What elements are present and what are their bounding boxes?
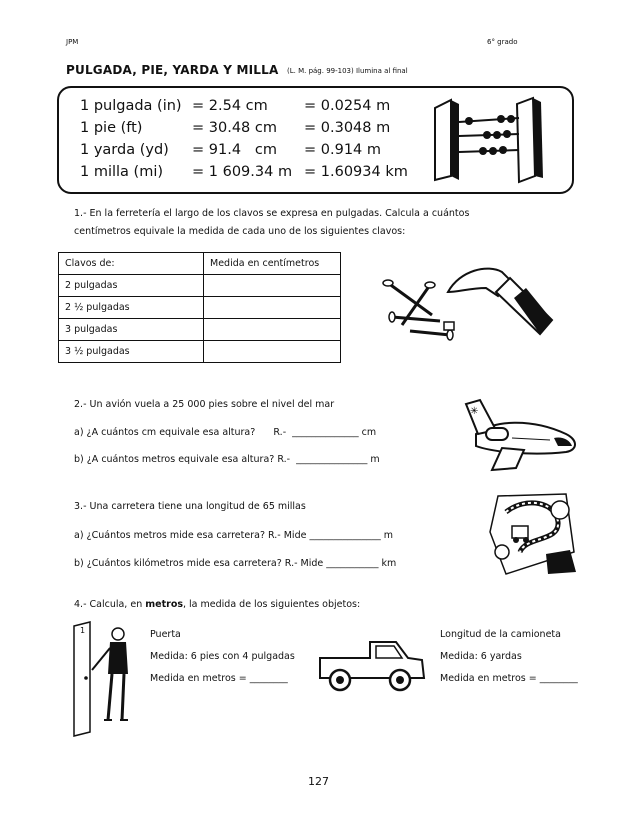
door-name: Puerta bbox=[150, 629, 181, 640]
table-cell: 3 pulgadas bbox=[59, 319, 204, 341]
table-header: Clavos de: bbox=[59, 253, 204, 275]
conversion-cm: = 1 609.34 m bbox=[192, 164, 293, 180]
truck-answer[interactable]: Medida en metros = ________ bbox=[440, 673, 578, 684]
svg-text:✳: ✳ bbox=[470, 406, 479, 417]
table-cell: 2 ½ pulgadas bbox=[59, 297, 204, 319]
q4-stem-bold: metros bbox=[145, 599, 183, 610]
door-answer[interactable]: Medida en metros = ________ bbox=[150, 673, 288, 684]
door-icon bbox=[70, 620, 140, 738]
truck-name: Longitud de la camioneta bbox=[440, 629, 561, 640]
table-row bbox=[59, 319, 341, 341]
conversion-cm: = 91.4 cm bbox=[192, 142, 277, 158]
table-header: Medida en centímetros bbox=[204, 253, 341, 275]
conversion-cm: = 30.48 cm bbox=[192, 120, 277, 136]
table-header-row bbox=[59, 253, 341, 275]
page-subtitle: (L. M. pág. 99-103) Ilumina al final bbox=[287, 67, 408, 75]
airplane-icon bbox=[462, 394, 586, 474]
q2-b[interactable]: b) ¿A cuántos metros equivale esa altura? R.- _______________ m bbox=[74, 454, 380, 465]
conversion-m: = 0.914 m bbox=[304, 142, 382, 158]
conversion-m: = 1.60934 km bbox=[304, 164, 408, 180]
answer-cell[interactable] bbox=[204, 341, 341, 363]
answer-cell[interactable] bbox=[204, 297, 341, 319]
table-row bbox=[59, 341, 341, 363]
conversion-m: = 0.0254 m bbox=[304, 98, 391, 114]
truck-measure: Medida: 6 yardas bbox=[440, 651, 522, 662]
q4-stem-pre: 4.- Calcula, en bbox=[74, 599, 146, 610]
nails-table bbox=[58, 252, 341, 363]
q4-stem-post: , la medida de los siguientes objetos: bbox=[183, 599, 361, 610]
answer-cell[interactable] bbox=[204, 319, 341, 341]
conversion-unit: 1 yarda (yd) bbox=[80, 142, 169, 158]
conversion-m: = 0.3048 m bbox=[304, 120, 391, 136]
table-cell: 3 ½ pulgadas bbox=[59, 341, 204, 363]
q3-b[interactable]: b) ¿Cuántos kilómetros mide esa carretera? R.- Mide ___________ km bbox=[74, 558, 397, 569]
q3-stem: 3.- Una carretera tiene una longitud de 65 millas bbox=[74, 501, 306, 512]
header-left: JPM bbox=[66, 38, 79, 46]
q2-a[interactable]: a) ¿A cuántos cm equivale esa altura? R.- ______________ cm bbox=[74, 427, 377, 438]
answer-cell[interactable] bbox=[204, 275, 341, 297]
q1-text-line1: 1.- En la ferretería el largo de los clavos se expresa en pulgadas. Calcula a cuántos bbox=[74, 208, 470, 219]
page-number: 127 bbox=[308, 775, 329, 788]
door-label: 1 bbox=[80, 626, 86, 635]
hammer-icon bbox=[440, 262, 560, 340]
q1-text-line2: centímetros equivale la medida de cada uno de los siguientes clavos: bbox=[74, 226, 406, 237]
table-cell: 2 pulgadas bbox=[59, 275, 204, 297]
page-title: PULGADA, PIE, YARDA Y MILLA bbox=[66, 63, 279, 77]
header-right: 6° grado bbox=[487, 38, 518, 46]
truck-icon bbox=[316, 632, 428, 694]
conversion-cm: = 2.54 cm bbox=[192, 98, 268, 114]
conversion-unit: 1 pulgada (in) bbox=[80, 98, 182, 114]
q3-a[interactable]: a) ¿Cuántos metros mide esa carretera? R.- Mide _______________ m bbox=[74, 530, 393, 541]
table-row bbox=[59, 297, 341, 319]
conversion-unit: 1 pie (ft) bbox=[80, 120, 143, 136]
abacus-icon bbox=[425, 96, 565, 184]
conversion-unit: 1 milla (mi) bbox=[80, 164, 164, 180]
road-map-icon bbox=[486, 492, 582, 576]
door-measure: Medida: 6 pies con 4 pulgadas bbox=[150, 651, 295, 662]
table-row bbox=[59, 275, 341, 297]
q2-stem: 2.- Un avión vuela a 25 000 pies sobre el nivel del mar bbox=[74, 399, 335, 410]
q4-stem bbox=[74, 596, 360, 614]
